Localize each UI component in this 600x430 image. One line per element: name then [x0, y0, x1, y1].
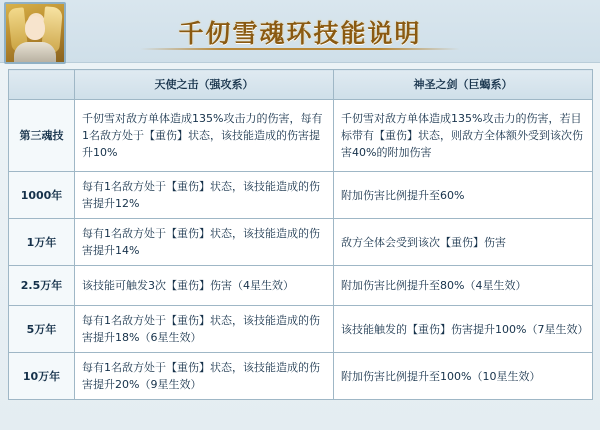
- column-header-holy-sword: 神圣之剑（巨蝎系）: [334, 70, 593, 100]
- table-row: [9, 219, 593, 266]
- table-row: [9, 172, 593, 219]
- skill-table-wrapper: [0, 63, 600, 408]
- table-row: [9, 306, 593, 353]
- row-label-1000-years: 1000年: [9, 172, 75, 219]
- cell-25000-years-holy: 附加伤害比例提升至80%（4星生效）: [334, 266, 593, 306]
- page-title: 千仞雪魂环技能说明: [178, 19, 422, 48]
- row-label-25000-years: 2.5万年: [9, 266, 75, 306]
- cell-50000-years-angel: 每有1名敌方处于【重伤】状态，该技能造成的伤害提升18%（6星生效）: [75, 306, 334, 353]
- column-header-angel-strike: 天使之击（强攻系）: [75, 70, 334, 100]
- cell-third-skill-angel: 千仞雪对敌方单体造成135%攻击力的伤害，每有1名敌方处于【重伤】状态，该技能造成的伤害提升10%: [75, 100, 334, 172]
- table-row: [9, 353, 593, 400]
- row-label-third-skill: 第三魂技: [9, 100, 75, 172]
- skill-table: [8, 69, 593, 400]
- table-header-row: [9, 70, 593, 100]
- row-label-10000-years: 1万年: [9, 219, 75, 266]
- cell-10000-years-holy: 敌方全体会受到该次【重伤】伤害: [334, 219, 593, 266]
- page-header: [0, 0, 600, 63]
- cell-1000-years-holy: 附加伤害比例提升至60%: [334, 172, 593, 219]
- table-row: [9, 100, 593, 172]
- cell-1000-years-angel: 每有1名敌方处于【重伤】状态，该技能造成的伤害提升12%: [75, 172, 334, 219]
- table-row: [9, 266, 593, 306]
- cell-100000-years-angel: 每有1名敌方处于【重伤】状态，该技能造成的伤害提升20%（9星生效）: [75, 353, 334, 400]
- row-label-100000-years: 10万年: [9, 353, 75, 400]
- cell-third-skill-holy: 千仞雪对敌方单体造成135%攻击力的伤害，若目标带有【重伤】状态，则敌方全体额外受到该次伤害40%的附加伤害: [334, 100, 593, 172]
- cell-100000-years-holy: 附加伤害比例提升至100%（10星生效）: [334, 353, 593, 400]
- table-body: [9, 100, 593, 400]
- cell-50000-years-holy: 该技能触发的【重伤】伤害提升100%（7星生效）: [334, 306, 593, 353]
- cell-25000-years-angel: 该技能可触发3次【重伤】伤害（4星生效）: [75, 266, 334, 306]
- row-label-50000-years: 5万年: [9, 306, 75, 353]
- table-corner-cell: [9, 70, 75, 100]
- cell-10000-years-angel: 每有1名敌方处于【重伤】状态，该技能造成的伤害提升14%: [75, 219, 334, 266]
- title-divider: [140, 48, 460, 50]
